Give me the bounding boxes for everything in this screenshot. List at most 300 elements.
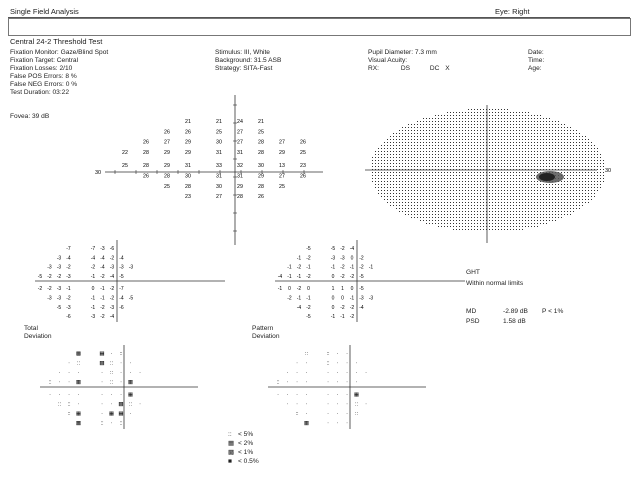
grayscale-dot — [576, 148, 577, 149]
grayscale-dot — [438, 217, 439, 218]
grayscale-dot — [564, 214, 565, 215]
grayscale-dot — [447, 193, 448, 194]
grayscale-dot — [489, 136, 490, 137]
grayscale-dot — [372, 181, 373, 182]
grayscale-dot — [441, 163, 442, 164]
grayscale-dot — [540, 190, 541, 191]
grayscale-dot — [399, 154, 400, 155]
grayscale-dot — [429, 169, 430, 170]
grayscale-dot — [561, 184, 562, 185]
grayscale-dot — [462, 112, 463, 113]
grayscale-dot — [459, 115, 460, 116]
grayscale-dot — [522, 184, 523, 185]
grayscale-dot — [477, 115, 478, 116]
grayscale-dot — [429, 190, 430, 191]
grayscale-dot — [420, 208, 421, 209]
grayscale-dot — [483, 112, 484, 113]
grayscale-dot — [516, 205, 517, 206]
grayscale-dot — [396, 133, 397, 134]
grayscale-dot — [468, 208, 469, 209]
grayscale-dot — [462, 205, 463, 206]
grayscale-dot — [546, 202, 547, 203]
grayscale-dot — [564, 151, 565, 152]
grayscale-dot — [579, 157, 580, 158]
grayscale-dot — [432, 136, 433, 137]
grayscale-dot — [570, 154, 571, 155]
grayscale-dot — [462, 214, 463, 215]
grayscale-dot — [426, 142, 427, 143]
grayscale-dot — [471, 208, 472, 209]
grayscale-dot — [453, 130, 454, 131]
grayscale-dot — [450, 196, 451, 197]
td-value: -2 — [47, 286, 52, 293]
grayscale-dot — [507, 163, 508, 164]
grayscale-dot — [516, 208, 517, 209]
prob-symbol: ▦ — [75, 379, 82, 386]
grayscale-dot — [456, 115, 457, 116]
grayscale-dot — [576, 208, 577, 209]
grayscale-dot — [435, 175, 436, 176]
grayscale-dot — [594, 172, 595, 173]
grayscale-dot — [576, 136, 577, 137]
grayscale-dot — [423, 127, 424, 128]
grayscale-dot — [465, 136, 466, 137]
grayscale-dot — [528, 163, 529, 164]
grayscale-dot — [588, 199, 589, 200]
grayscale-dot — [561, 196, 562, 197]
grayscale-dot — [429, 178, 430, 179]
grayscale-dot — [507, 124, 508, 125]
grayscale-dot — [543, 223, 544, 224]
total-deviation-values — [30, 240, 230, 325]
td-value: -2 — [109, 286, 115, 293]
grayscale-dot — [546, 127, 547, 128]
grayscale-dot — [504, 145, 505, 146]
grayscale-dot — [483, 196, 484, 197]
grayscale-dot — [477, 163, 478, 164]
pd-value: -4 — [277, 273, 283, 280]
grayscale-dot — [444, 148, 445, 149]
grayscale-dot — [489, 109, 490, 110]
grayscale-dot — [423, 190, 424, 191]
grayscale-dot — [393, 199, 394, 200]
grayscale-dot — [417, 205, 418, 206]
grayscale-dot — [570, 196, 571, 197]
threshold-map-axis-label: 30 — [95, 170, 102, 176]
grayscale-dot — [420, 193, 421, 194]
grayscale-dot — [441, 214, 442, 215]
grayscale-dot — [513, 148, 514, 149]
grayscale-dot — [513, 121, 514, 122]
grayscale-dot — [462, 193, 463, 194]
grayscale-dot — [528, 151, 529, 152]
grayscale-dot — [390, 148, 391, 149]
grayscale-dot — [399, 205, 400, 206]
grayscale-dot — [405, 130, 406, 131]
grayscale-dot — [546, 166, 547, 167]
grayscale-dot — [501, 220, 502, 221]
grayscale-dot — [432, 148, 433, 149]
grayscale-dot — [570, 211, 571, 212]
grayscale-dot — [444, 163, 445, 164]
ght-value: Within normal limits — [466, 280, 524, 287]
grayscale-dot — [480, 223, 481, 224]
grayscale-dot — [384, 142, 385, 143]
grayscale-dot — [510, 169, 511, 170]
grayscale-dot — [549, 121, 550, 122]
grayscale-dot — [399, 163, 400, 164]
pattern-deviation-label-line1: Pattern — [252, 325, 274, 332]
grayscale-dot — [414, 145, 415, 146]
prob-symbol: · — [101, 379, 103, 386]
grayscale-dot — [447, 202, 448, 203]
grayscale-dot — [558, 208, 559, 209]
grayscale-dot — [573, 178, 574, 179]
grayscale-dot — [384, 190, 385, 191]
grayscale-dot — [417, 160, 418, 161]
grayscale-dot — [459, 175, 460, 176]
grayscale-dot — [519, 190, 520, 191]
grayscale-dot — [432, 187, 433, 188]
grayscale-dot — [462, 151, 463, 152]
grayscale-dot — [459, 190, 460, 191]
grayscale-dot — [522, 187, 523, 188]
grayscale-dot — [513, 217, 514, 218]
grayscale-dot — [507, 175, 508, 176]
grayscale-dot — [453, 145, 454, 146]
pd-value: -3 — [330, 255, 336, 262]
grayscale-dot — [516, 199, 517, 200]
grayscale-dot — [552, 220, 553, 221]
grayscale-dot — [420, 169, 421, 170]
grayscale-dot — [498, 154, 499, 155]
grayscale-dot — [405, 139, 406, 140]
grayscale-dot — [486, 148, 487, 149]
grayscale-dot — [429, 127, 430, 128]
grayscale-dot — [477, 145, 478, 146]
grayscale-dot — [501, 118, 502, 119]
grayscale-dot — [543, 139, 544, 140]
strategy: Strategy: SITA-Fast — [215, 65, 273, 72]
grayscale-dot — [375, 184, 376, 185]
grayscale-dot — [483, 157, 484, 158]
grayscale-dot — [498, 202, 499, 203]
grayscale-dot — [507, 217, 508, 218]
legend-label: < 1% — [238, 449, 254, 456]
grayscale-dot — [462, 178, 463, 179]
grayscale-dot — [480, 127, 481, 128]
pd-value: -4 — [349, 246, 355, 252]
grayscale-dot — [450, 166, 451, 167]
grayscale-dot — [513, 223, 514, 224]
grayscale-dot — [477, 184, 478, 185]
grayscale-dot — [492, 178, 493, 179]
grayscale-dot — [447, 112, 448, 113]
grayscale-dot — [507, 205, 508, 206]
grayscale-dot — [453, 118, 454, 119]
grayscale-dot — [438, 175, 439, 176]
grayscale-dot — [513, 190, 514, 191]
grayscale-dot — [522, 205, 523, 206]
grayscale-dot — [417, 190, 418, 191]
grayscale-dot — [522, 133, 523, 134]
grayscale-dot — [519, 214, 520, 215]
grayscale-dot — [558, 184, 559, 185]
prob-symbol: :: — [109, 360, 114, 367]
grayscale-dot — [423, 217, 424, 218]
grayscale-dot — [480, 226, 481, 227]
grayscale-dot — [480, 139, 481, 140]
grayscale-dot — [543, 166, 544, 167]
grayscale-dot — [468, 145, 469, 146]
grayscale-dot — [474, 139, 475, 140]
grayscale-dot — [459, 166, 460, 167]
grayscale-dot — [471, 130, 472, 131]
grayscale-dot — [534, 217, 535, 218]
grayscale-dot — [480, 205, 481, 206]
grayscale-dot — [573, 130, 574, 131]
grayscale-dot — [429, 139, 430, 140]
td-value: -3 — [128, 264, 134, 271]
grayscale-dot — [507, 157, 508, 158]
grayscale-dot — [441, 151, 442, 152]
grayscale-dot — [459, 139, 460, 140]
grayscale-dot — [468, 160, 469, 161]
grayscale-dot — [507, 199, 508, 200]
grayscale-dot — [414, 157, 415, 158]
grayscale-dot — [477, 229, 478, 230]
grayscale-dot — [420, 163, 421, 164]
grayscale-dot — [507, 142, 508, 143]
grayscale-dot — [561, 217, 562, 218]
grayscale-dot — [456, 166, 457, 167]
grayscale-dot — [423, 163, 424, 164]
pd-value: -1 — [368, 264, 374, 271]
grayscale-dot — [396, 160, 397, 161]
grayscale-dot — [585, 145, 586, 146]
grayscale-dot — [462, 220, 463, 221]
grayscale-dot — [534, 223, 535, 224]
grayscale-dot — [411, 139, 412, 140]
grayscale-dot — [537, 127, 538, 128]
grayscale-dot — [426, 199, 427, 200]
grayscale-dot — [519, 211, 520, 212]
grayscale-dot — [411, 178, 412, 179]
threshold-value: 26 — [300, 173, 306, 180]
grayscale-dot — [432, 139, 433, 140]
rx-dc: DC — [429, 65, 440, 72]
grayscale-dot — [486, 136, 487, 137]
grayscale-dot — [399, 166, 400, 167]
grayscale-dot — [471, 124, 472, 125]
grayscale-dot — [441, 175, 442, 176]
grayscale-dot — [489, 214, 490, 215]
pattern-deviation-values — [270, 240, 470, 325]
grayscale-dot — [558, 217, 559, 218]
grayscale-dot — [438, 214, 439, 215]
grayscale-dot — [564, 139, 565, 140]
grayscale-dot — [396, 178, 397, 179]
grayscale-dot — [465, 127, 466, 128]
grayscale-dot — [585, 187, 586, 188]
grayscale-dot — [375, 157, 376, 158]
grayscale-dot — [402, 139, 403, 140]
threshold-value: 31 — [216, 149, 222, 156]
grayscale-dot — [582, 169, 583, 170]
grayscale-dot — [432, 130, 433, 131]
grayscale-dot — [528, 223, 529, 224]
grayscale-dot — [417, 175, 418, 176]
grayscale-dot — [561, 172, 562, 173]
grayscale-dot — [495, 187, 496, 188]
grayscale-dot — [468, 190, 469, 191]
grayscale-dot — [462, 184, 463, 185]
grayscale-dot — [489, 133, 490, 134]
grayscale-dot — [528, 181, 529, 182]
grayscale-dot — [540, 148, 541, 149]
grayscale-dot — [531, 211, 532, 212]
grayscale-dot — [459, 124, 460, 125]
grayscale-dot — [402, 169, 403, 170]
grayscale-dot — [519, 187, 520, 188]
grayscale-dot — [498, 151, 499, 152]
grayscale-dot — [438, 205, 439, 206]
grayscale-dot — [588, 193, 589, 194]
grayscale-dot — [381, 181, 382, 182]
grayscale-dot — [471, 217, 472, 218]
grayscale-dot — [564, 196, 565, 197]
eye-label: Eye: Right — [495, 7, 530, 16]
grayscale-dot — [540, 211, 541, 212]
grayscale-dot — [435, 187, 436, 188]
pd-value: -1 — [306, 264, 311, 271]
threshold-value: 25 — [258, 129, 264, 136]
grayscale-dot — [399, 169, 400, 170]
grayscale-dot — [492, 133, 493, 134]
grayscale-dot — [486, 175, 487, 176]
grayscale-dot — [477, 208, 478, 209]
grayscale-dot — [411, 136, 412, 137]
threshold-value: 25 — [122, 163, 128, 170]
td-value: -2 — [37, 286, 43, 293]
grayscale-dot — [465, 172, 466, 173]
grayscale-dot — [480, 109, 481, 110]
grayscale-dot — [513, 151, 514, 152]
grayscale-dot — [597, 166, 598, 167]
grayscale-dot — [552, 124, 553, 125]
grayscale-dot — [462, 202, 463, 203]
grayscale-dot — [387, 139, 388, 140]
grayscale-dot — [516, 115, 517, 116]
grayscale-dot — [516, 160, 517, 161]
grayscale-dot — [492, 166, 493, 167]
grayscale-dot — [504, 211, 505, 212]
grayscale-dot — [435, 220, 436, 221]
legend-label: < 5% — [238, 431, 254, 438]
grayscale-dot — [501, 223, 502, 224]
threshold-value: 31 — [216, 173, 222, 180]
grayscale-dot — [474, 151, 475, 152]
prob-symbol: · — [336, 401, 339, 408]
pd-value: -2 — [306, 255, 311, 262]
grayscale-dot — [411, 199, 412, 200]
prob-symbol: · — [296, 392, 298, 398]
grayscale-dot — [579, 196, 580, 197]
grayscale-dot — [423, 205, 424, 206]
grayscale-dot — [396, 136, 397, 137]
grayscale-dot — [546, 193, 547, 194]
threshold-value: 28 — [143, 149, 149, 156]
grayscale-dot — [408, 175, 409, 176]
grayscale-dot — [408, 178, 409, 179]
grayscale-dot — [537, 160, 538, 161]
grayscale-dot — [444, 160, 445, 161]
grayscale-dot — [465, 160, 466, 161]
pd-value: 0 — [331, 295, 335, 302]
grayscale-dot — [498, 190, 499, 191]
grayscale-dot — [534, 169, 535, 170]
time-label: Time: — [528, 57, 545, 64]
grayscale-dot — [492, 139, 493, 140]
grayscale-dot — [429, 172, 430, 173]
grayscale-dot — [492, 130, 493, 131]
grayscale-dot — [588, 148, 589, 149]
grayscale-dot — [489, 130, 490, 131]
grayscale-dot — [411, 217, 412, 218]
grayscale-dot — [447, 217, 448, 218]
grayscale-dot — [483, 121, 484, 122]
grayscale-dot — [435, 130, 436, 131]
grayscale-dot — [420, 166, 421, 167]
grayscale-dot — [549, 211, 550, 212]
grayscale-dot — [486, 121, 487, 122]
grayscale-dot — [498, 115, 499, 116]
grayscale-dot — [576, 166, 577, 167]
grayscale-dot — [510, 148, 511, 149]
grayscale-dot — [387, 163, 388, 164]
grayscale-dot — [381, 172, 382, 173]
grayscale-dot — [543, 211, 544, 212]
grayscale-dot — [462, 130, 463, 131]
grayscale-dot — [579, 166, 580, 167]
grayscale-dot — [573, 172, 574, 173]
grayscale-dot — [390, 136, 391, 137]
grayscale-dot — [537, 163, 538, 164]
grayscale-dot — [525, 118, 526, 119]
grayscale-dot — [582, 136, 583, 137]
grayscale-dot — [570, 187, 571, 188]
grayscale-dot — [447, 148, 448, 149]
prob-symbol: :: — [304, 351, 309, 357]
grayscale-dot — [444, 181, 445, 182]
grayscale-dot — [432, 133, 433, 134]
grayscale-dot — [522, 229, 523, 230]
grayscale-dot — [576, 154, 577, 155]
grayscale-dot — [471, 127, 472, 128]
grayscale-dot — [489, 211, 490, 212]
grayscale-dot — [552, 199, 553, 200]
grayscale-dot — [444, 118, 445, 119]
grayscale-dot — [456, 220, 457, 221]
grayscale-dot — [591, 178, 592, 179]
grayscale-dot — [495, 190, 496, 191]
grayscale-dot — [519, 139, 520, 140]
grayscale-dot — [432, 124, 433, 125]
grayscale-dot — [375, 181, 376, 182]
grayscale-dot — [480, 130, 481, 131]
grayscale-dot — [498, 121, 499, 122]
grayscale-dot — [534, 214, 535, 215]
